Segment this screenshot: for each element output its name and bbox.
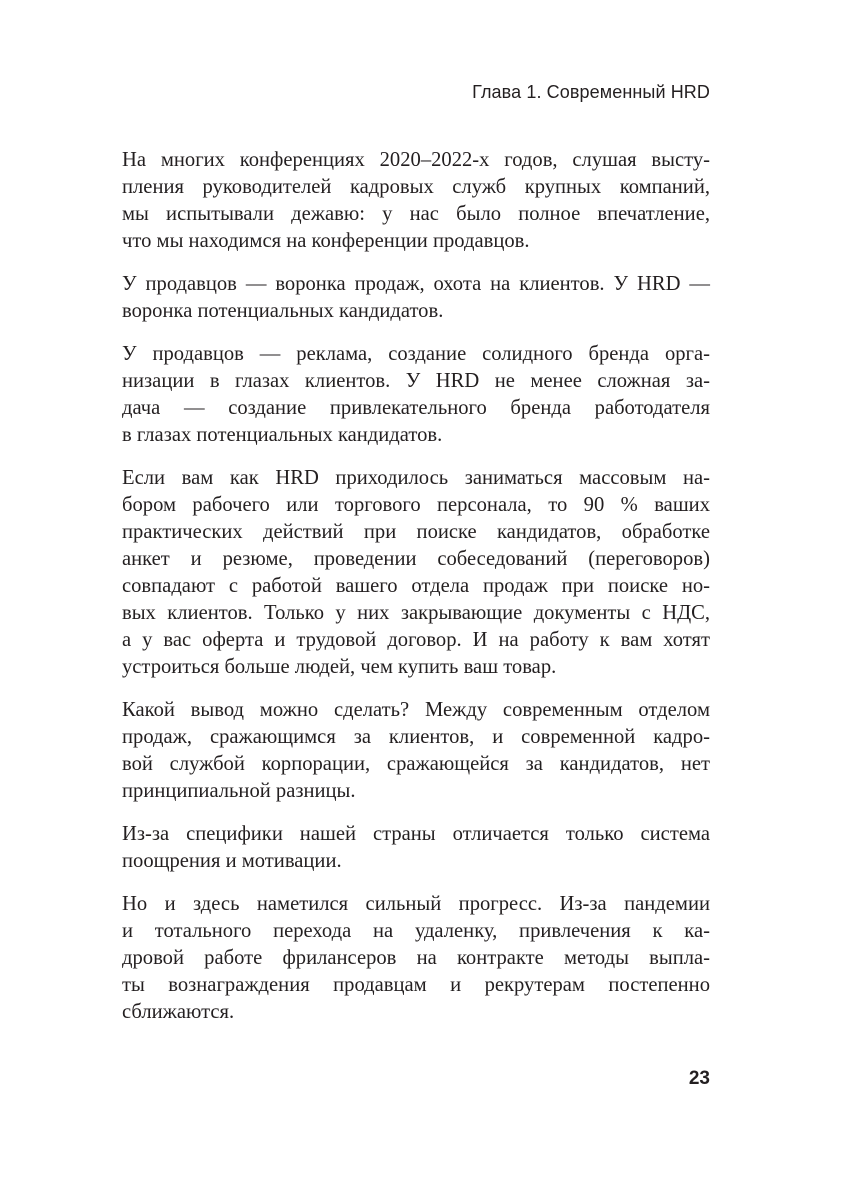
running-header: Глава 1. Современный HRD	[472, 82, 710, 102]
paragraph	[122, 697, 710, 805]
text-line: воронка потенциальных кандидатов.	[122, 300, 444, 322]
text-line: пления руководителей кадровых служб крупных компаний,	[122, 176, 710, 198]
paragraph	[122, 147, 710, 255]
text-line: дача — создание привлекательного бренда работодателя	[122, 397, 710, 419]
text-line: устроиться больше людей, чем купить ваш товар.	[122, 656, 557, 678]
text-line: ты вознаграждения продавцам и рекрутерам постепенно	[122, 974, 710, 996]
text-line: У продавцов — воронка продаж, охота на клиентов. У HRD —	[122, 273, 710, 295]
paragraph	[122, 465, 710, 681]
text-line: У продавцов — реклама, создание солидного бренда орга-	[122, 343, 710, 365]
text-line: Какой вывод можно сделать? Между современным отделом	[122, 699, 710, 721]
paragraph	[122, 821, 710, 875]
text-line: что мы находимся на конференции продавцов.	[122, 230, 530, 252]
body-text	[122, 147, 710, 1026]
text-line: вой службой корпорации, сражающейся за кандидатов, нет	[122, 753, 710, 775]
text-line: низации в глазах клиентов. У HRD не менее сложная за-	[122, 370, 710, 392]
text-line: продаж, сражающимся за клиентов, и современной кадро-	[122, 726, 710, 748]
paragraph-spacer	[122, 681, 710, 697]
paragraph	[122, 891, 710, 1026]
paragraph-spacer	[122, 805, 710, 821]
text-line: мы испытывали дежавю: у нас было полное впечатление,	[122, 203, 710, 225]
text-line: Но и здесь наметился сильный прогресс. Из-за пандемии	[122, 893, 710, 915]
paragraph-spacer	[122, 875, 710, 891]
paragraph-spacer	[122, 449, 710, 465]
text-line: Если вам как HRD приходилось заниматься массовым на-	[122, 467, 710, 489]
text-line: Из-за специфики нашей страны отличается только система	[122, 823, 710, 845]
paragraph-spacer	[122, 325, 710, 341]
page-number: 23	[688, 1068, 710, 1089]
text-line: сближаются.	[122, 1001, 235, 1023]
text-line: вых клиентов. Только у них закрывающие документы с НДС,	[122, 602, 710, 624]
text-line: поощрения и мотивации.	[122, 850, 342, 872]
text-line: бором рабочего или торгового персонала, то 90 % ваших	[122, 494, 710, 516]
text-line: в глазах потенциальных кандидатов.	[122, 424, 443, 446]
paragraph	[122, 271, 710, 325]
text-line: и тотального перехода на удаленку, привлечения к ка-	[122, 920, 710, 942]
paragraph	[122, 341, 710, 449]
text-line: принципиальной разницы.	[122, 780, 356, 802]
text-line: совпадают с работой вашего отдела продаж при поиске но-	[122, 575, 710, 597]
text-line: а у вас оферта и трудовой договор. И на работу к вам хотят	[122, 629, 710, 651]
text-line: На многих конференциях 2020–2022-х годов, слушая высту-	[122, 149, 710, 171]
text-line: дровой работе фрилансеров на контракте методы выпла-	[122, 947, 710, 969]
text-line: анкет и резюме, проведении собеседований (переговоров)	[122, 548, 710, 570]
text-line: практических действий при поиске кандидатов, обработке	[122, 521, 710, 543]
paragraph-spacer	[122, 255, 710, 271]
